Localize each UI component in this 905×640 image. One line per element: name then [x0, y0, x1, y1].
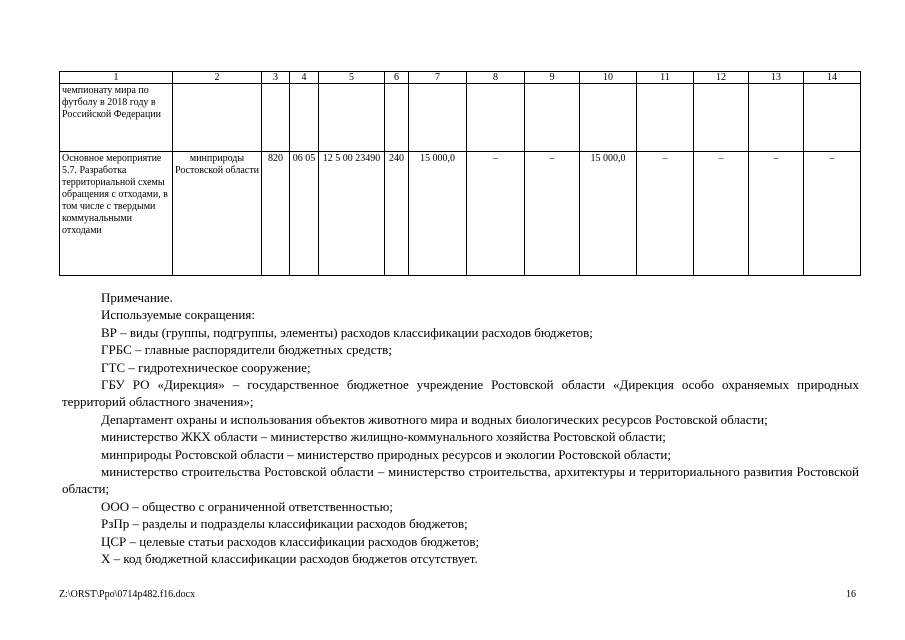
col-header: 4 [290, 72, 319, 84]
col-header: 6 [385, 72, 409, 84]
table-cell [580, 84, 637, 152]
value-cell: 15 000,0 [409, 152, 467, 276]
value-cell: – [525, 152, 580, 276]
note-line: минприроды Ростовской области – министерство природных ресурсов и экологии Ростовской области; [101, 446, 671, 462]
table-cell [319, 84, 385, 152]
file-path: Z:\ORST\Ppo\0714p482.f16.docx [59, 589, 196, 600]
col-header: 7 [409, 72, 467, 84]
grbs-cell: минприроды Ростовской области [173, 152, 262, 276]
table-cell [262, 84, 290, 152]
table-cell [525, 84, 580, 152]
table-header-row [60, 72, 861, 84]
note-line: ООО – общество с ограниченной ответственностью; [101, 498, 394, 514]
note-line: Департамент охраны и использования объектов животного мира и водных биологических ресурсов Ростовской области; [101, 411, 768, 427]
note-line: Используемые сокращения: [101, 307, 255, 323]
note-line: ГБУ РО «Дирекция» – государственное бюджетное учреждение Ростовской области «Дирекция особо охраняемых природных территорий областного значения»; [62, 377, 859, 410]
col-header: 8 [467, 72, 525, 84]
table-cell [804, 84, 861, 152]
table-cell [749, 84, 804, 152]
note-line: ГРБС – главные распорядители бюджетных средств; [101, 342, 392, 358]
col-header: 5 [319, 72, 385, 84]
col-header: 9 [525, 72, 580, 84]
note-title: Примечание. [101, 290, 173, 305]
note-line: ВР – виды (группы, подгруппы, элементы) расходов классификации расходов бюджетов; [101, 324, 593, 340]
table-cell [409, 84, 467, 152]
table-cell [637, 84, 694, 152]
rzpr-cell: 06 05 [290, 152, 319, 276]
col-header: 12 [694, 72, 749, 84]
value-cell: – [467, 152, 525, 276]
value-cell: – [749, 152, 804, 276]
col-header: 11 [637, 72, 694, 84]
row-name-cell: чемпионату мира по футболу в 2018 году в Российской Федерации [60, 84, 173, 152]
note-line: министерство строительства Ростовской области – министерство строительства, архитектуры и территориального развития Ростовской области; [62, 464, 859, 497]
note-line: РзПр – разделы и подразделы классификации расходов бюджетов; [101, 516, 468, 532]
table-cell [694, 84, 749, 152]
value-cell: – [804, 152, 861, 276]
table-cell [173, 84, 262, 152]
notes-section [62, 289, 859, 568]
csr-cell: 12 5 00 23490 [319, 152, 385, 276]
col-header: 2 [173, 72, 262, 84]
page-number: 16 [846, 589, 856, 600]
budget-table [59, 71, 861, 276]
col-header: 3 [262, 72, 290, 84]
note-line: Х – код бюджетной классификации расходов бюджетов отсутствует. [101, 551, 478, 567]
table-cell [467, 84, 525, 152]
note-line: ГТС – гидротехническое сооружение; [101, 359, 311, 375]
table-cell [290, 84, 319, 152]
col-header: 10 [580, 72, 637, 84]
table-row [60, 84, 861, 152]
col-header: 13 [749, 72, 804, 84]
table-row [60, 152, 861, 276]
value-cell: – [694, 152, 749, 276]
note-line: ЦСР – целевые статьи расходов классификации расходов бюджетов; [101, 533, 480, 549]
value-cell: 15 000,0 [580, 152, 637, 276]
value-cell: – [637, 152, 694, 276]
table-cell [385, 84, 409, 152]
col-header: 14 [804, 72, 861, 84]
grbs-code-cell: 820 [262, 152, 290, 276]
vr-cell: 240 [385, 152, 409, 276]
col-header: 1 [60, 72, 173, 84]
row-name-cell: Основное мероприятие 5.7. Разработка территориальной схемы обращения с отходами, в том числе с твердыми коммунальными отходами [60, 152, 173, 276]
note-line: министерство ЖКХ области – министерство жилищно-коммунального хозяйства Ростовской области; [101, 429, 666, 445]
